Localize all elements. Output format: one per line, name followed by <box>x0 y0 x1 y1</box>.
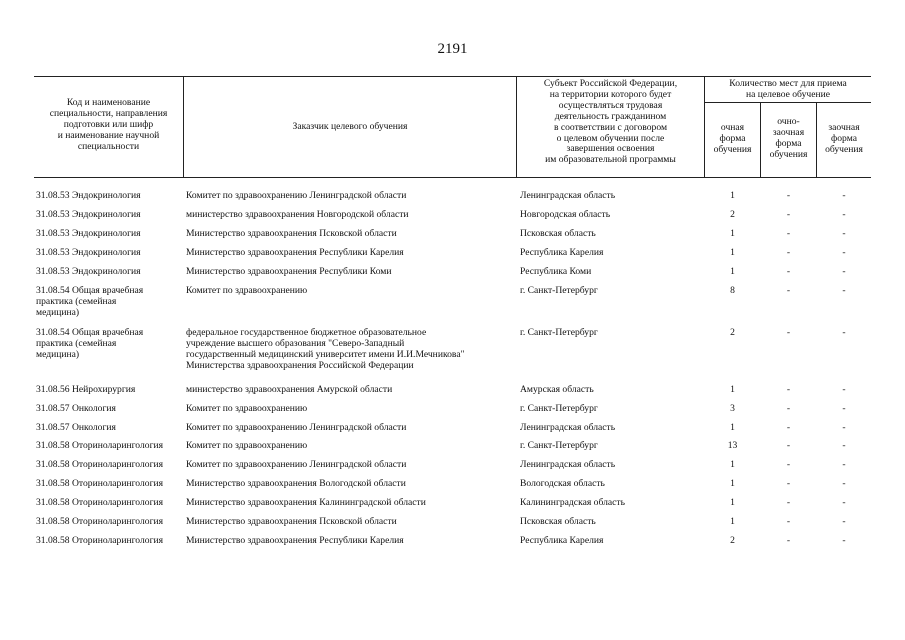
cell-extramural: - <box>842 285 846 296</box>
cell-customer: Министерство здравоохранения Псковской области <box>186 516 397 527</box>
cell-subject: г. Санкт-Петербург <box>520 285 598 296</box>
cell-extramural: - <box>842 535 846 546</box>
cell-parttime: - <box>786 422 791 433</box>
cell-code: 31.08.58 Оториноларингология <box>36 516 164 527</box>
cell-extramural: - <box>842 516 846 527</box>
cell-fulltime: 1 <box>730 478 735 489</box>
cell-extramural: - <box>842 266 846 277</box>
cell-subject: Республика Карелия <box>520 247 604 258</box>
cell-parttime: - <box>786 285 791 296</box>
cell-fulltime: 1 <box>730 266 735 277</box>
cell-customer: Министерство здравоохранения Псковской области <box>186 228 397 239</box>
cell-code: 31.08.53 Эндокринология <box>36 266 141 277</box>
cell-subject: Республика Карелия <box>520 535 604 546</box>
cell-code: 31.08.58 Оториноларингология <box>36 478 164 489</box>
cell-parttime: - <box>786 535 791 546</box>
header-subject: Субъект Российской Федерации, на территории которого будет осуществляться трудовая деятельность гражданином в соответствии с договором о целевом обучении после завершения освоения им образовательной программы <box>543 78 678 166</box>
header-parttime: очно- заочная форма обучения <box>769 116 808 160</box>
cell-subject: Калининградская область <box>520 497 625 508</box>
cell-customer: Министерство здравоохранения Республики Карелия <box>186 535 404 546</box>
cell-extramural: - <box>842 209 846 220</box>
cell-customer: Министерство здравоохранения Вологодской области <box>186 478 406 489</box>
cell-customer: Комитет по здравоохранению <box>186 403 308 414</box>
cell-code: 31.08.54 Общая врачебная практика (семейная медицина) <box>36 285 144 318</box>
cell-customer: Комитет по здравоохранению <box>186 440 308 451</box>
cell-customer: Министерство здравоохранения Республики Коми <box>186 266 392 277</box>
table-header-bottom-rule <box>34 177 871 178</box>
cell-customer: Комитет по здравоохранению Ленинградской области <box>186 422 407 433</box>
cell-code: 31.08.53 Эндокринология <box>36 228 141 239</box>
cell-fulltime: 1 <box>730 190 735 201</box>
cell-extramural: - <box>842 327 846 338</box>
cell-parttime: - <box>786 440 791 451</box>
cell-fulltime: 13 <box>727 440 738 451</box>
cell-fulltime: 2 <box>730 535 735 546</box>
cell-subject: Ленинградская область <box>520 459 616 470</box>
cell-parttime: - <box>786 497 791 508</box>
cell-fulltime: 1 <box>730 247 735 258</box>
cell-parttime: - <box>786 209 791 220</box>
cell-fulltime: 2 <box>730 209 735 220</box>
cell-extramural: - <box>842 190 846 201</box>
header-places: Количество мест для приема на целевое обучение <box>729 78 847 100</box>
cell-parttime: - <box>786 459 791 470</box>
cell-customer: Министерство здравоохранения Республики Карелия <box>186 247 404 258</box>
header-code: Код и наименование специальности, направления подготовки или шифр и наименование научной специальности <box>49 97 168 152</box>
cell-parttime: - <box>786 327 791 338</box>
cell-extramural: - <box>842 247 846 258</box>
cell-customer: министерство здравоохранения Новгородской области <box>186 209 409 220</box>
cell-code: 31.08.54 Общая врачебная практика (семейная медицина) <box>36 327 144 360</box>
cell-subject: Амурская область <box>520 384 594 395</box>
cell-fulltime: 1 <box>730 384 735 395</box>
cell-subject: г. Санкт-Петербург <box>520 327 598 338</box>
cell-fulltime: 2 <box>730 327 735 338</box>
cell-parttime: - <box>786 247 791 258</box>
cell-subject: Псковская область <box>520 516 596 527</box>
cell-extramural: - <box>842 422 846 433</box>
page-number: 2191 <box>437 41 468 57</box>
cell-code: 31.08.58 Оториноларингология <box>36 535 164 546</box>
cell-code: 31.08.53 Эндокринология <box>36 247 141 258</box>
cell-code: 31.08.56 Нейрохирургия <box>36 384 136 395</box>
cell-code: 31.08.57 Онкология <box>36 422 116 433</box>
cell-fulltime: 3 <box>730 403 735 414</box>
cell-fulltime: 1 <box>730 422 735 433</box>
cell-fulltime: 8 <box>730 285 735 296</box>
cell-subject: г. Санкт-Петербург <box>520 403 598 414</box>
cell-subject: Псковская область <box>520 228 596 239</box>
cell-subject: Новгородская область <box>520 209 611 220</box>
cell-code: 31.08.58 Оториноларингология <box>36 497 164 508</box>
cell-code: 31.08.57 Онкология <box>36 403 116 414</box>
cell-fulltime: 1 <box>730 228 735 239</box>
cell-code: 31.08.53 Эндокринология <box>36 190 141 201</box>
cell-parttime: - <box>786 190 791 201</box>
cell-parttime: - <box>786 384 791 395</box>
cell-subject: Республика Коми <box>520 266 592 277</box>
cell-parttime: - <box>786 228 791 239</box>
header-fulltime: очная форма обучения <box>713 122 752 155</box>
cell-code: 31.08.58 Оториноларингология <box>36 459 164 470</box>
cell-customer: Комитет по здравоохранению <box>186 285 308 296</box>
cell-subject: г. Санкт-Петербург <box>520 440 598 451</box>
places-subheader-rule <box>704 102 871 103</box>
cell-parttime: - <box>786 403 791 414</box>
cell-code: 31.08.53 Эндокринология <box>36 209 141 220</box>
cell-extramural: - <box>842 403 846 414</box>
cell-subject: Ленинградская область <box>520 190 616 201</box>
cell-extramural: - <box>842 497 846 508</box>
cell-customer: Комитет по здравоохранению Ленинградской области <box>186 459 407 470</box>
table-top-rule <box>34 76 871 77</box>
cell-extramural: - <box>842 228 846 239</box>
cell-customer: Комитет по здравоохранению Ленинградской области <box>186 190 407 201</box>
cell-extramural: - <box>842 478 846 489</box>
cell-parttime: - <box>786 266 791 277</box>
cell-extramural: - <box>842 384 846 395</box>
header-extramural: заочная форма обучения <box>825 122 863 155</box>
cell-customer: федеральное государственное бюджетное образовательное учреждение высшего образования "Северо-Западный государственный медицинский университет имени И.И.Мечникова" Министерства здравоохранения Российской Федерации <box>186 327 465 371</box>
cell-fulltime: 1 <box>730 459 735 470</box>
cell-customer: Министерство здравоохранения Калининградской области <box>186 497 426 508</box>
cell-subject: Вологодская область <box>520 478 605 489</box>
cell-extramural: - <box>842 440 846 451</box>
cell-fulltime: 1 <box>730 516 735 527</box>
header-customer: Заказчик целевого обучения <box>292 121 408 132</box>
cell-parttime: - <box>786 478 791 489</box>
cell-parttime: - <box>786 516 791 527</box>
cell-subject: Ленинградская область <box>520 422 616 433</box>
cell-fulltime: 1 <box>730 497 735 508</box>
cell-customer: министерство здравоохранения Амурской области <box>186 384 393 395</box>
cell-extramural: - <box>842 459 846 470</box>
cell-code: 31.08.58 Оториноларингология <box>36 440 164 451</box>
